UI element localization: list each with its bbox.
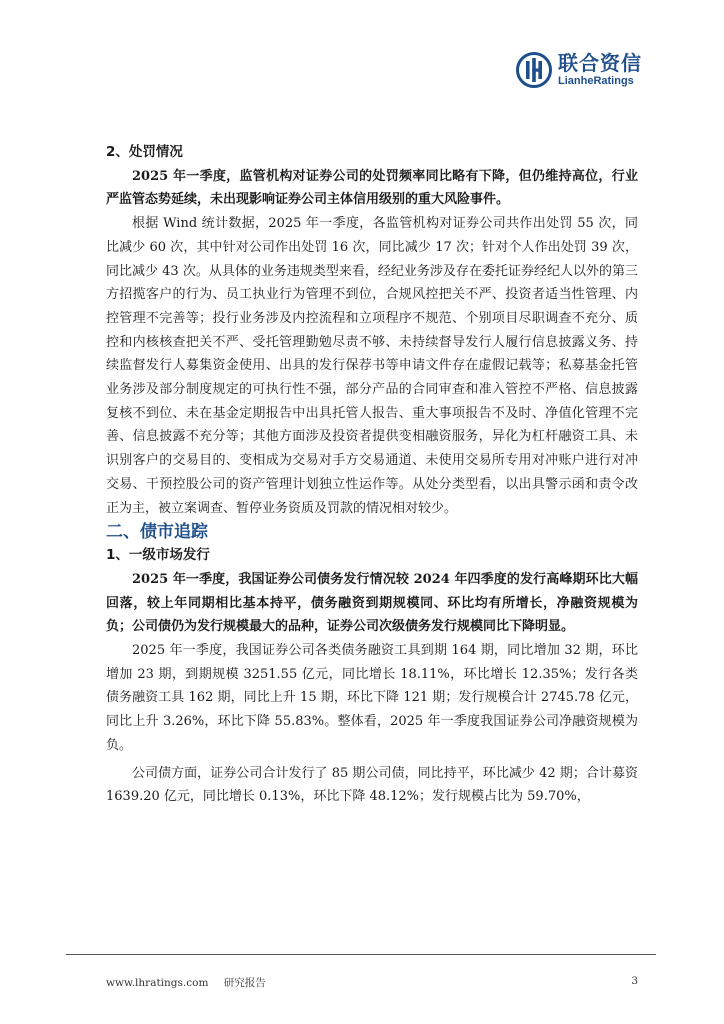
section-heading-penalty: 2、处罚情况 (106, 144, 183, 160)
primary-market-body-2: 公司债方面，证券公司合计发行了 85 期公司债，同比持平，环比减少 42 期；合计募资 1639.20 亿元，同比增长 0.13%，环比下降 48.12%；发行规模占比为 59.70%， (106, 765, 638, 805)
page-footer (106, 975, 638, 990)
penalty-summary: 2025 年一季度，监管机构对证券公司的处罚频率同比略有下降，但仍维持高位，行业严监管态势延续，未出现影响证券公司主体信用级别的重大风险事件。 (106, 168, 638, 208)
section-heading-primary-market: 1、一级市场发行 (106, 547, 210, 564)
footer-report-type: 研究报告 (223, 977, 266, 989)
logo-text (558, 53, 642, 87)
penalty-body: 根据 Wind 统计数据，2025 年一季度，各监管机构对证券公司共作出处罚 55 次，同比减少 60 次，其中针对公司作出处罚 16 次，同比减少 17 次；针对个人作出处罚 39 次，同比减少 43 次。从具体的业务违规类型来看，经纪业务涉及存在委托证券经纪人以外的第三方招揽客户的行为、员工执业行为管理不到位，合规风控把关不严、投资者适当性管理、内控管理不完善等；投行业务涉及内控流程和立项程序不规范、个别项目尽职调查不充分、质控和内核核查把关不严、受托管理勤勉尽责不够、未持续督导发行人履行信息披露义务、持续监督发行人募集资金使用、出具的发行保荐书等申请文件存在虚假记载等；私募基金托管业务涉及部分制度规定的可执行性不强，部分产品的合同审查和准入管控不严格、信息披露复核不到位、未在基金定期报告中出具托管人报告、重大事项报告不及时、净值化管理不完善、信息披露不充分等；其他方面涉及投资者提供变相融资服务，异化为杠杆融资工具、未识别客户的交易目的、变相成为交易对手方交易通道、未使用交易所专用对冲账户进行对冲交易、干预控股公司的资产管理计划独立性运作等。从处分类型看，以出具警示函和责令改正为主，被立案调查、暂停业务资质及罚款的情况相对较少。 (106, 216, 638, 516)
section-title-bond-market: 二、债市追踪 (106, 522, 208, 543)
report-content (106, 141, 638, 809)
footer-website-link[interactable]: www.lhratings.com (106, 977, 209, 989)
logo-name-cn: 联合资信 (558, 51, 642, 75)
primary-market-summary: 2025 年一季度，我国证券公司债务发行情况较 2024 年四季度的发行高峰期环比大幅回落，较上年同期相比基本持平，债务融资到期规模同、环比均有所增长，净融资规模为负；公司债仍为发行规模最大的品种，证券公司次级债务发行规模同比下降明显。 (106, 571, 638, 635)
logo-name-en: LianheRatings (558, 75, 634, 87)
footer-left (106, 975, 266, 990)
company-logo (516, 52, 642, 88)
footer-divider (66, 954, 656, 955)
lianhe-logo-icon (516, 52, 552, 88)
primary-market-body-1: 2025 年一季度，我国证券公司各类债务融资工具到期 164 期，同比增加 32 期，环比增加 23 期，到期规模 3251.55 亿元，同比增长 18.11%，环比增长 12.35%；发行各类债务融资工具 162 期，同比上升 15 期，环比下降 121 期；发行规模合计 2745.78 亿元，同比上升 3.26%，环比下降 55.83%。整体看，2025 年一季度我国证券公司净融资规模为负。 (106, 643, 638, 753)
page-number: 3 (631, 975, 638, 987)
